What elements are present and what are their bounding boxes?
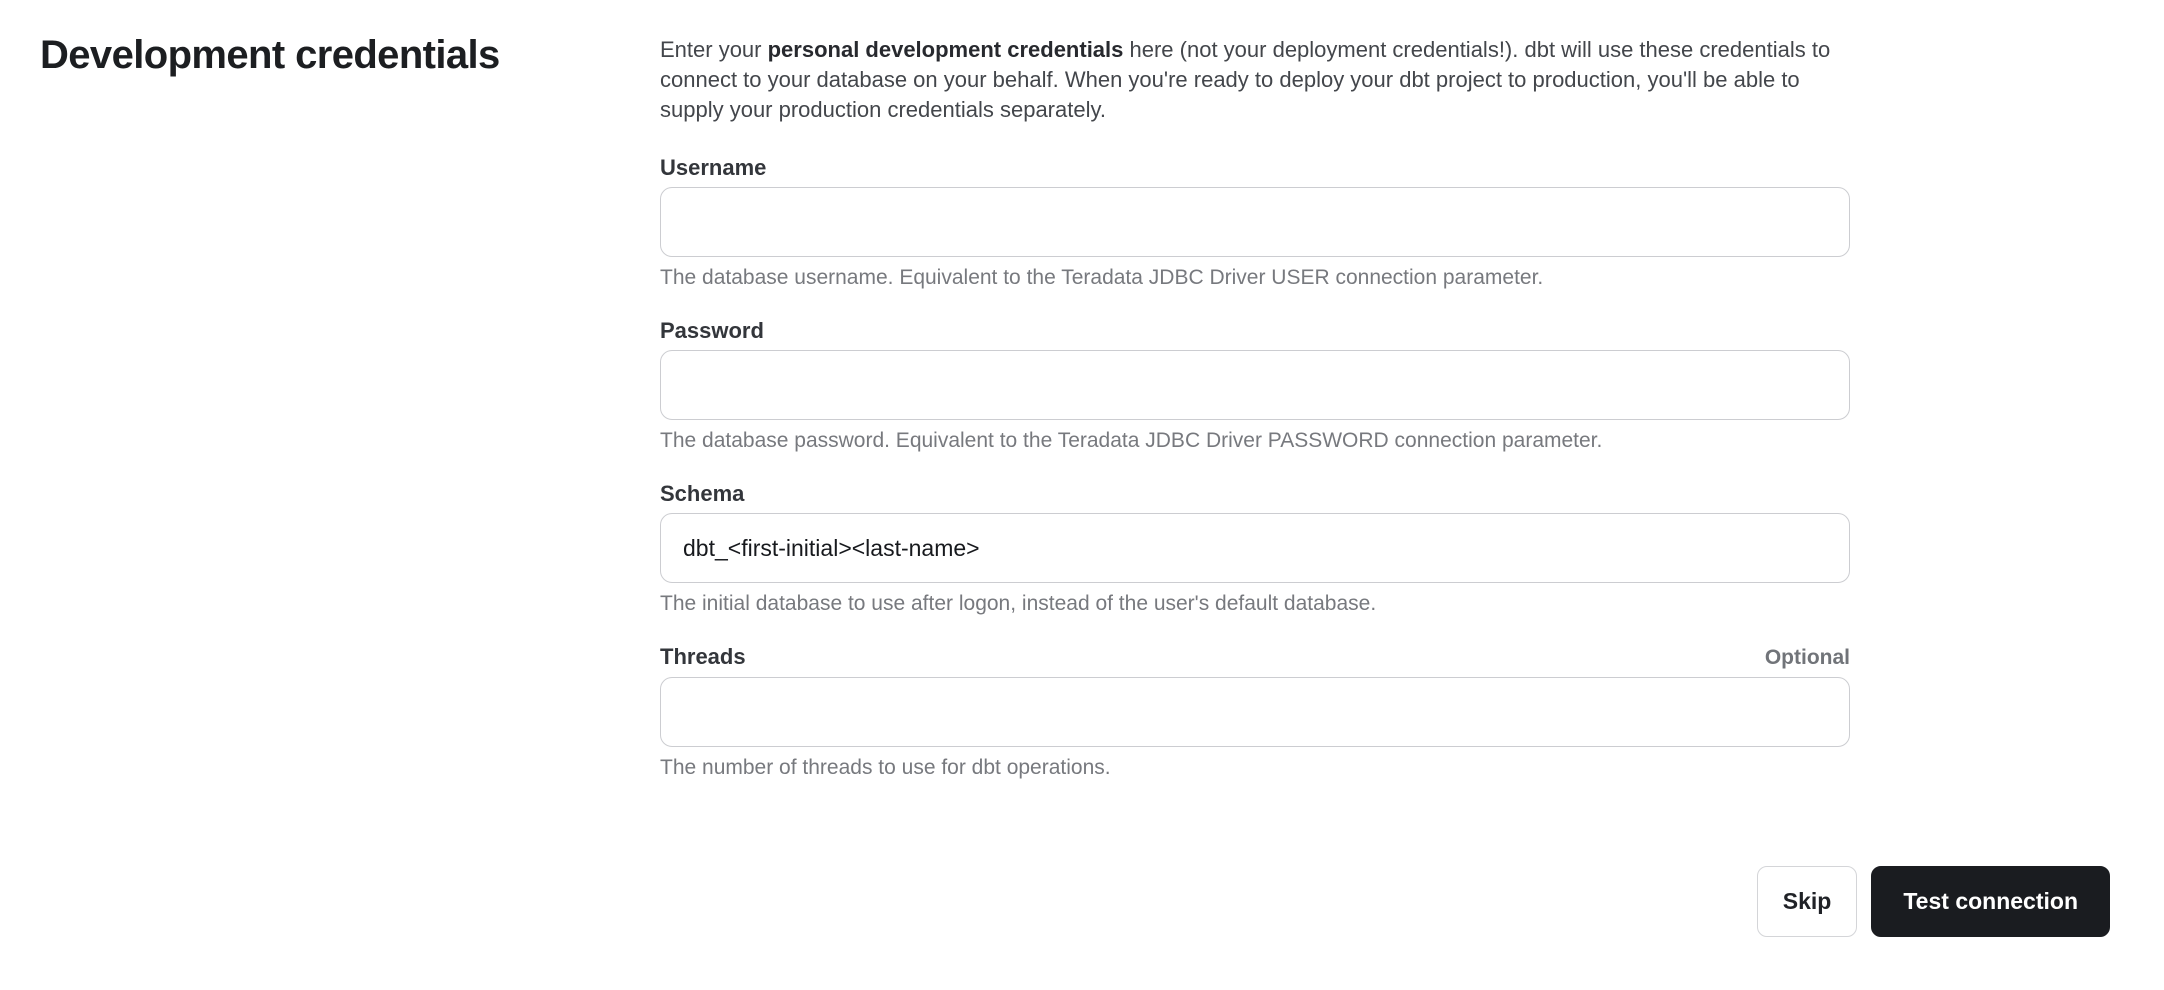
username-label-row xyxy=(660,155,1850,181)
schema-input[interactable] xyxy=(660,513,1850,583)
threads-optional-badge: Optional xyxy=(1764,646,1850,669)
field-password xyxy=(660,318,1850,453)
schema-help: The initial database to use after logon, instead of the user's default database. xyxy=(660,592,1377,615)
skip-button[interactable]: Skip xyxy=(1757,866,1858,937)
threads-label: Threads xyxy=(660,644,746,669)
description-bold: personal development credentials xyxy=(767,37,1124,62)
field-schema xyxy=(660,481,1850,616)
field-threads xyxy=(660,644,1850,780)
password-help: The database password. Equivalent to the Teradata JDBC Driver PASSWORD connection parameter. xyxy=(660,429,1603,452)
threads-help: The number of threads to use for dbt operations. xyxy=(660,756,1111,779)
footer-actions xyxy=(1757,866,2110,937)
password-label-row xyxy=(660,318,1850,344)
description-suffix: here (not your deployment credentials!). dbt will use these credentials to connect to your database on your behalf. When you're ready to deploy your dbt project to production, you'll be able to supply your production credentials separately. xyxy=(660,37,1831,122)
page-title: Development credentials xyxy=(40,33,500,77)
threads-label-row xyxy=(660,644,1850,671)
schema-label-row xyxy=(660,481,1850,507)
schema-label: Schema xyxy=(660,481,745,506)
password-input[interactable] xyxy=(660,350,1850,420)
description-prefix: Enter your xyxy=(660,37,768,62)
threads-input[interactable] xyxy=(660,677,1850,747)
password-label: Password xyxy=(660,318,764,343)
username-input[interactable] xyxy=(660,187,1850,257)
credentials-description xyxy=(660,35,1850,125)
username-help: The database username. Equivalent to the Teradata JDBC Driver USER connection parameter. xyxy=(660,266,1544,289)
username-label: Username xyxy=(660,155,767,180)
test-connection-button[interactable]: Test connection xyxy=(1871,866,2110,937)
credentials-form xyxy=(660,35,1850,808)
field-username xyxy=(660,155,1850,290)
